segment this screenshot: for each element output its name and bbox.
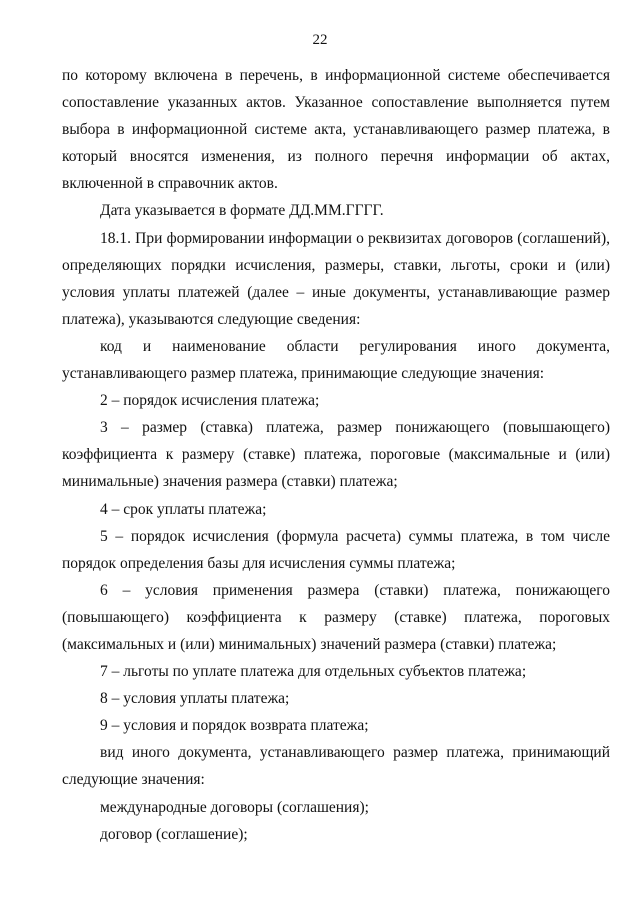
list-item-3: 3 – размер (ставка) платежа, размер понижающего (повышающего) коэффициента к размеру (ставке) платежа, пороговые (максимальные и (или) минимальные) значения размера (ставки) платежа;: [62, 419, 610, 491]
paragraph-continuation: по которому включена в перечень, в информационной системе обеспечивается сопоставление указанных актов. Указанное сопоставление выполняется путем выбора в информационной системе акта, устанавливающего размер платежа, в который вносятся изменения, из полного перечня информации об актах, включенной в справочник актов.: [62, 67, 610, 193]
paragraph-date-format: Дата указывается в формате ДД.ММ.ГГГГ.: [100, 202, 384, 220]
list-item-international-agreements: международные договоры (соглашения);: [100, 798, 369, 816]
document-body: [62, 62, 610, 848]
paragraph-regulation-area: код и наименование области регулирования иного документа, устанавливающего размер платежа, принимающие следующие значения:: [62, 337, 610, 383]
paragraph-document-type: вид иного документа, устанавливающего размер платежа, принимающий следующие значения:: [62, 744, 610, 789]
list-item-9: 9 – условия и порядок возврата платежа;: [100, 717, 369, 735]
list-item-5: 5 – порядок исчисления (формула расчета) суммы платежа, в том числе порядок определения базы для исчисления суммы платежа;: [62, 527, 610, 572]
list-item-8: 8 – условия уплаты платежа;: [100, 690, 290, 708]
list-item-2: 2 – порядок исчисления платежа;: [100, 392, 320, 410]
paragraph-18-1: 18.1. При формировании информации о реквизитах договоров (соглашений), определяющих порядки исчисления, размеры, ставки, льготы, сроки и (или) условия уплаты платежей (далее – иные документы, устанавливающие размер платежа), указываются следующие сведения:: [62, 229, 610, 328]
list-item-4: 4 – срок уплаты платежа;: [100, 500, 267, 518]
list-item-6: 6 – условия применения размера (ставки) платежа, понижающего (повышающего) коэффициента к размеру (ставке) платежа, пороговых (максимальных и (или) минимальных) значений размера (ставки) платежа;: [62, 581, 610, 653]
list-item-agreement: договор (соглашение);: [100, 825, 248, 843]
page-number: 22: [312, 32, 328, 48]
list-item-7: 7 – льготы по уплате платежа для отдельных субъектов платежа;: [100, 663, 527, 681]
